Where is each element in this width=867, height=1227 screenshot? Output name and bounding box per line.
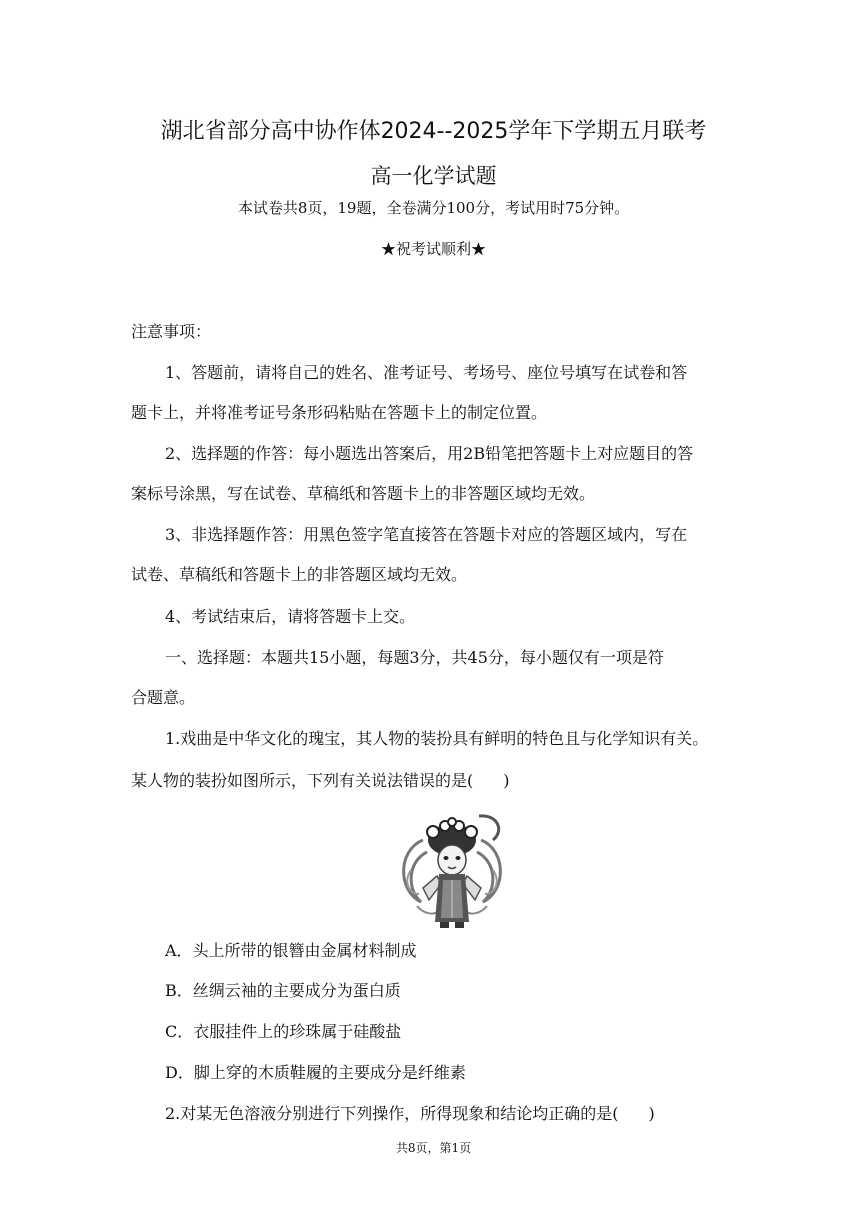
question-2-close-paren: ) <box>648 1104 655 1123</box>
exam-subtitle: 高一化学试题 <box>370 164 497 188</box>
section-1-line-2: 合题意。 <box>131 688 196 707</box>
opera-character-illustration-icon <box>393 810 511 932</box>
notes-heading: 注意事项： <box>131 322 212 341</box>
note-2-line-1: 2、选择题的作答：每小题选出答案后，用2B铅笔把答题卡上对应题目的答 <box>165 444 694 463</box>
question-1-option-c: C．衣服挂件上的珍珠属于硅酸盐 <box>165 1022 402 1041</box>
note-1-line-2: 题卡上，并将准考证号条形码粘贴在答题卡上的制定位置。 <box>131 403 548 422</box>
question-1-line-2 <box>131 768 510 791</box>
question-1-line-1: 1.戏曲是中华文化的瑰宝，其人物的装扮具有鲜明的特色且与化学知识有关。 <box>165 729 709 748</box>
question-2-stem: 2.对某无色溶液分别进行下列操作，所得现象和结论均正确的是( <box>165 1104 619 1123</box>
question-1-stem: 某人物的装扮如图所示，下列有关说法错误的是( <box>131 771 474 790</box>
question-1-option-d: D．脚上穿的木质鞋履的主要成分是纤维素 <box>165 1063 466 1082</box>
question-1-option-b: B．丝绸云袖的主要成分为蛋白质 <box>165 981 401 1000</box>
note-4: 4、考试结束后，请将答题卡上交。 <box>165 607 416 626</box>
question-2-line-1 <box>165 1101 655 1124</box>
exam-title: 湖北省部分高中协作体2024--2025学年下学期五月联考 <box>160 119 707 144</box>
note-3-line-1: 3、非选择题作答：用黑色签字笔直接答在答题卡对应的答题区域内，写在 <box>165 525 688 544</box>
good-luck-line: ★祝考试顺利★ <box>380 240 486 258</box>
note-2-line-2: 案标号涂黑，写在试卷、草稿纸和答题卡上的非答题区域均无效。 <box>131 484 596 503</box>
section-1-line-1: 一、选择题：本题共15小题，每题3分，共45分，每小题仅有一项是符 <box>165 648 664 667</box>
note-3-line-2: 试卷、草稿纸和答题卡上的非答题区域均无效。 <box>131 565 468 584</box>
question-1-close-paren: ) <box>503 771 510 790</box>
exam-info: 本试卷共8页，19题，全卷满分100分，考试用时75分钟。 <box>237 199 630 217</box>
question-1-option-a: A．头上所带的银簪由金属材料制成 <box>165 941 417 960</box>
page-footer: 共8页，第1页 <box>395 1141 472 1155</box>
note-1-line-1: 1、答题前，请将自己的姓名、准考证号、考场号、座位号填写在试卷和答 <box>165 363 688 382</box>
